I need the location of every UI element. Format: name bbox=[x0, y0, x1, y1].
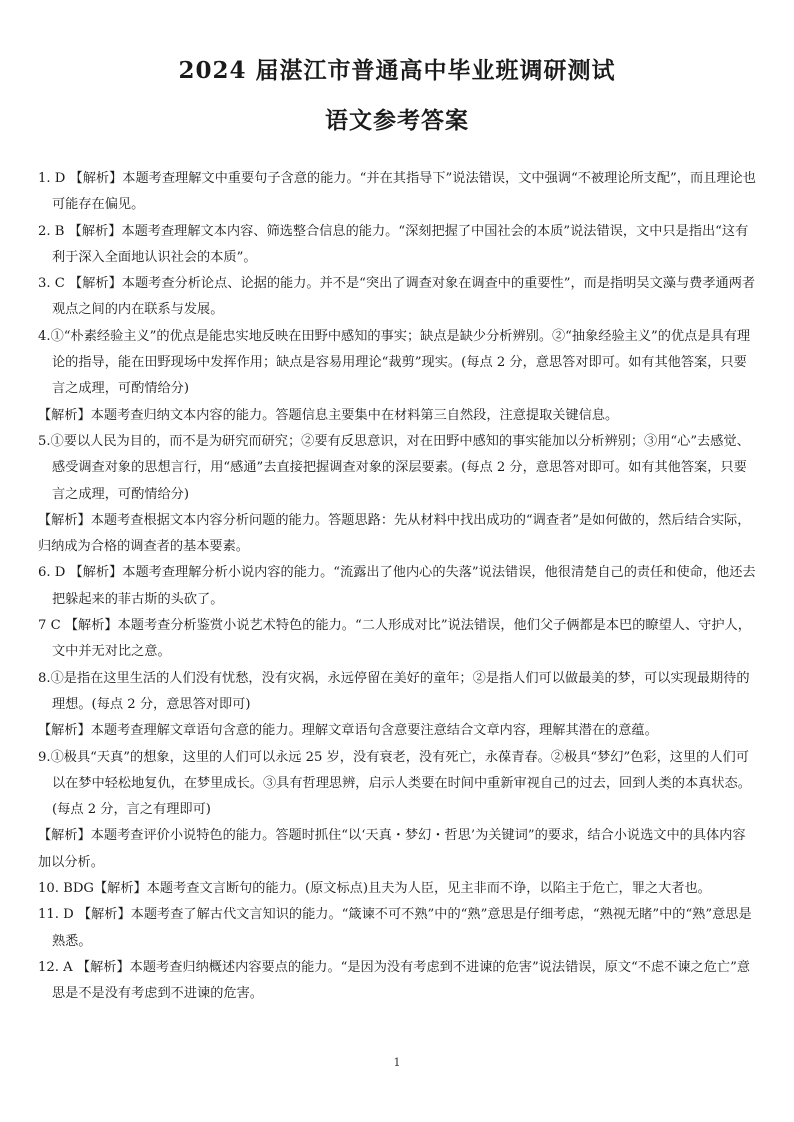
answer-item-8: 8.①是指在这里生活的人们没有忧愁，没有灾祸，永远停留在美好的童年；②是指人们可以做最美的梦，可以实现最期待的理想。(每点 2 分，意思答对即可) bbox=[38, 670, 750, 712]
analysis-note-9: 【解析】本题考查评价小说特色的能力。答题时抓住“以‘天真・梦幻・哲思’为关键词”的要求，结合小说选文中的具体内容加以分析。 bbox=[38, 828, 746, 870]
analysis-note-4: 【解析】本题考查归纳文本内容的能力。答题信息主要集中在材料第三自然段，注意提取关键信息。 bbox=[38, 407, 619, 423]
analysis-note-8: 【解析】本题考查理解文章语句含意的能力。理解文章语句含意要注意结合文章内容，理解其潜在的意蕴。 bbox=[38, 723, 658, 739]
answer-item-6: 6. D 【解析】本题考查理解分析小说内容的能力。“流露出了他内心的失落”说法错误，他很清楚自己的责任和使命，他还去把躲起来的菲古斯的头砍了。 bbox=[38, 565, 756, 607]
answer-item-5: 5.①要以人民为目的，而不是为研究而研究；②要有反思意识，对在田野中感知的事实能加以分析辨别；③用“心”去感觉、感受调查对象的思想言行，用“感通”去直接把握调查对象的深层要素。(每点 2 分，意思答对即可。如有其他答案，只要言之成理，可酌情给分) bbox=[38, 433, 750, 502]
answer-item-9: 9.①极具“天真”的想象，这里的人们可以永远 25 岁，没有衰老，没有死亡，永葆青春。②极具“梦幻”色彩，这里的人们可以在梦中轻松地复仇，在梦里成长。③具有哲理思辨，启示人类要在时间中重新审视自己的过去，回到人类的本真状态。(每点 2 分，言之有理即可) bbox=[38, 749, 751, 818]
page-number: 1 bbox=[393, 1056, 401, 1069]
answer-item-4: 4.①“朴素经验主义”的优点是能忠实地反映在田野中感知的事实；缺点是缺少分析辨别。②“抽象经验主义”的优点是具有理论的指导，能在田野现场中发挥作用；缺点是容易用理论“裁剪”现实。(每点 2 分，意思答对即可。如有其他答案，只要言之成理，可酌情给分) bbox=[38, 328, 751, 397]
answer-list bbox=[38, 166, 756, 1008]
document-subtitle: 语文参考答案 bbox=[325, 107, 469, 134]
document-title: 2024 届湛江市普通高中毕业班调研测试 bbox=[178, 57, 616, 84]
answer-item-12: 12. A 【解析】本题考查归纳概述内容要点的能力。“是因为没有考虑到不进谏的危害”说法错误，原文“不虑不谏之危亡”意思是不是没有考虑到不进谏的危害。 bbox=[38, 959, 751, 1002]
answer-item-2: 2. B 【解析】本题考查理解文本内容、筛选整合信息的能力。“深刻把握了中国社会的本质”说法错误，文中只是指出“这有利于深入全面地认识社会的本质”。 bbox=[38, 223, 749, 265]
analysis-note-5: 【解析】本题考查根据文本内容分析问题的能力。答题思路：先从材料中找出成功的“调查者”是如何做的，然后结合实际，归纳成为合格的调查者的基本要素。 bbox=[38, 512, 751, 555]
answer-item-3: 3. C 【解析】本题考查分析论点、论据的能力。并不是“突出了调查对象在调查中的重要性”，而是指明吴文藻与费孝通两者观点之间的内在联系与发展。 bbox=[38, 276, 756, 318]
answer-item-10: 10. BDG【解析】本题考查文言断句的能力。(原文标点)且夫为人臣，见主非而不诤，以陷主于危亡，罪之大者也。 bbox=[38, 881, 711, 897]
answer-item-1: 1. D 【解析】本题考查理解文中重要句子含意的能力。“并在其指导下”说法错误，文中强调“不被理论所支配”，而且理论也可能存在偏见。 bbox=[38, 171, 756, 213]
answer-item-11: 11. D 【解析】本题考查了解古代文言知识的能力。“箴谏不可不熟”中的“熟”意思是仔细考虑，“熟视无睹”中的“熟”意思是熟悉。 bbox=[38, 907, 752, 949]
answer-item-7: 7 C 【解析】本题考查分析鉴赏小说艺术特色的能力。“二人形成对比”说法错误，他们父子俩都是本巴的瞭望人、守护人，文中并无对比之意。 bbox=[38, 618, 751, 660]
